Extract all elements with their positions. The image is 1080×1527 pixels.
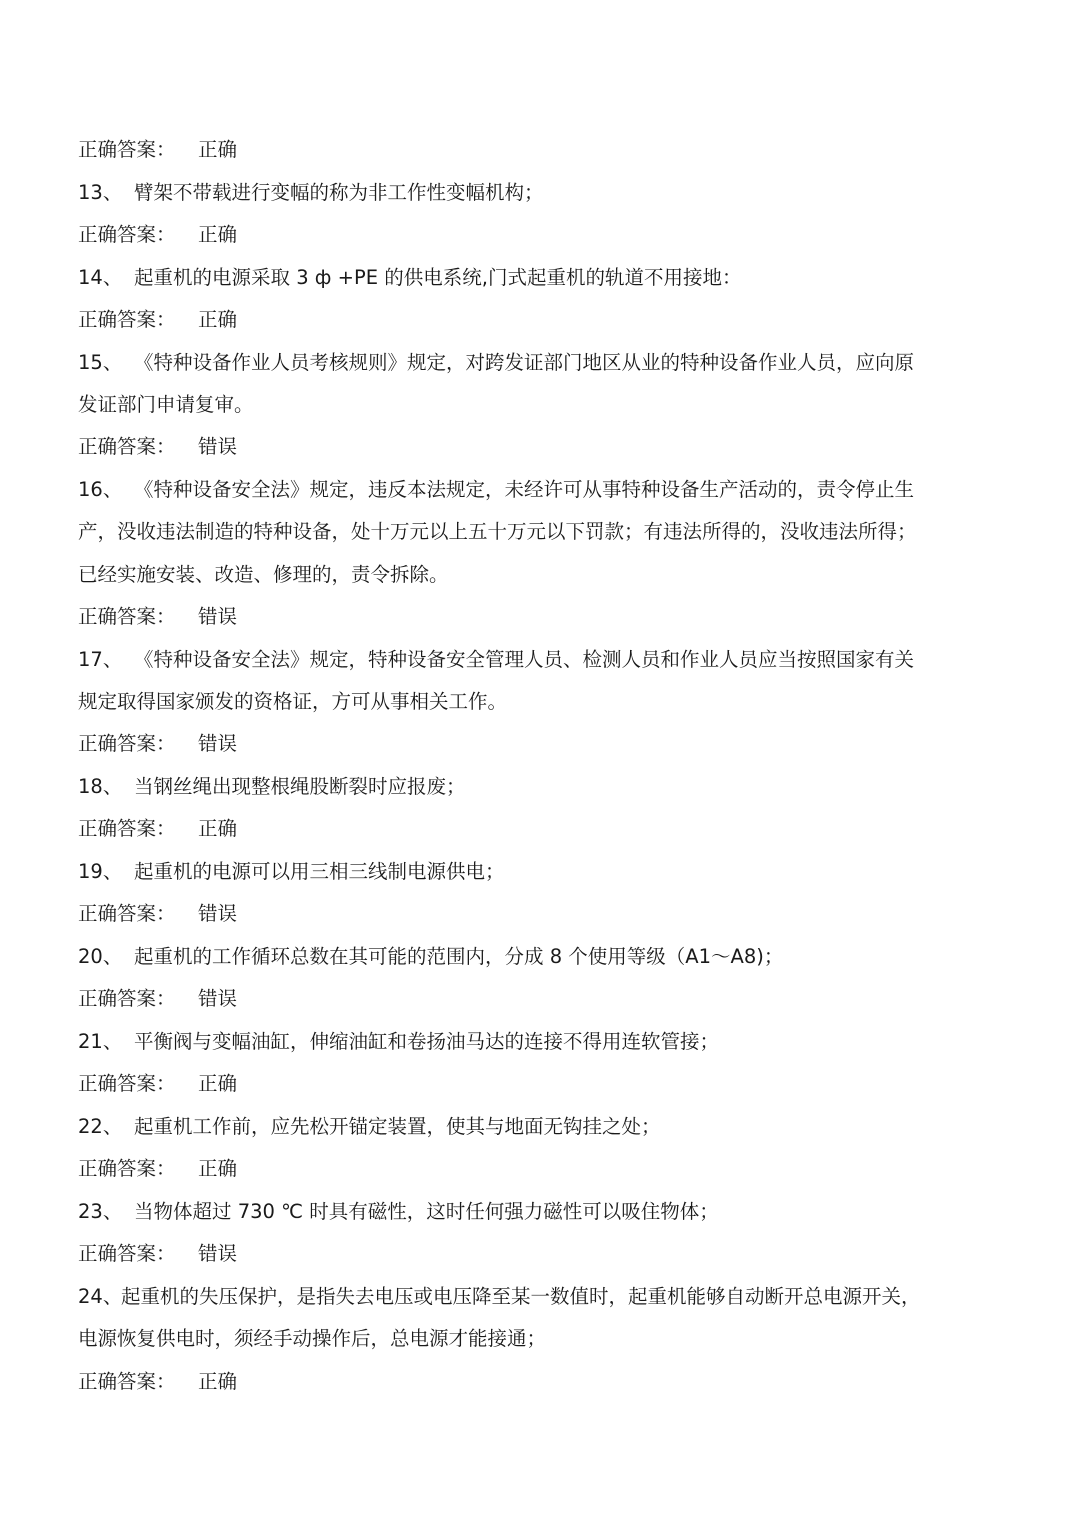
question-number: 22、	[78, 1115, 123, 1138]
answer-line	[78, 1157, 1008, 1181]
question-continuation: 发证部门申请复审。	[78, 393, 254, 416]
answer-label: 正确答案：	[78, 817, 176, 840]
question-line	[78, 1115, 1008, 1139]
answer-label: 正确答案：	[78, 308, 176, 331]
answer-line	[78, 1370, 1008, 1394]
question-number: 24、	[78, 1285, 123, 1308]
question-continuation: 电源恢复供电时，须经手动操作后，总电源才能接通；	[78, 1327, 547, 1350]
answer-line	[78, 732, 1008, 756]
answer-value: 错误	[198, 902, 238, 925]
answer-label: 正确答案：	[78, 732, 176, 755]
question-line	[78, 945, 1008, 969]
question-number: 18、	[78, 775, 123, 798]
question-number: 13、	[78, 181, 123, 204]
question-text: 起重机的失压保护，是指失去电压或电压降至某一数值时，起重机能够自动断开总电源开关，	[121, 1285, 921, 1308]
question-text: 起重机的电源可以用三相三线制电源供电；	[134, 860, 505, 883]
answer-line	[78, 435, 1008, 459]
question-number: 20、	[78, 945, 123, 968]
answer-label: 正确答案：	[78, 605, 176, 628]
question-line	[78, 351, 1008, 375]
question-line	[78, 1285, 1008, 1309]
question-continuation: 产，没收违法制造的特种设备，处十万元以上五十万元以下罚款；有违法所得的，没收违法所得；	[78, 520, 917, 543]
answer-label: 正确答案：	[78, 902, 176, 925]
question-number: 21、	[78, 1030, 123, 1053]
question-line	[78, 266, 1008, 290]
answer-line	[78, 605, 1008, 629]
question-text: 臂架不带载进行变幅的称为非工作性变幅机构；	[134, 181, 544, 204]
answer-value: 正确	[198, 223, 238, 246]
answer-line	[78, 902, 1008, 926]
question-line	[78, 860, 1008, 884]
answer-line	[78, 817, 1008, 841]
question-number: 17、	[78, 648, 123, 671]
question-line	[78, 1200, 1008, 1224]
answer-line	[78, 223, 1008, 247]
question-number: 15、	[78, 351, 123, 374]
answer-line	[78, 987, 1008, 1011]
answer-value: 正确	[198, 1370, 238, 1393]
question-text: 起重机的工作循环总数在其可能的范围内，分成 8 个使用等级（A1～A8)；	[134, 945, 784, 968]
answer-value: 错误	[198, 732, 238, 755]
question-line	[78, 1030, 1008, 1054]
answer-label: 正确答案：	[78, 1072, 176, 1095]
answer-label: 正确答案：	[78, 987, 176, 1010]
answer-label: 正确答案：	[78, 1157, 176, 1180]
answer-label: 正确答案：	[78, 435, 176, 458]
question-number: 16、	[78, 478, 123, 501]
question-line	[78, 478, 1008, 502]
question-number: 14、	[78, 266, 123, 289]
question-text: 当钢丝绳出现整根绳股断裂时应报废；	[134, 775, 466, 798]
answer-value: 正确	[198, 817, 238, 840]
answer-label: 正确答案：	[78, 1370, 176, 1393]
answer-line	[78, 1072, 1008, 1096]
question-continuation: 规定取得国家颁发的资格证，方可从事相关工作。	[78, 690, 508, 713]
question-number: 23、	[78, 1200, 123, 1223]
answer-line	[78, 1242, 1008, 1266]
question-number: 19、	[78, 860, 123, 883]
answer-value: 正确	[198, 1072, 238, 1095]
question-line	[78, 775, 1008, 799]
question-text: 《特种设备作业人员考核规则》规定，对跨发证部门地区从业的特种设备作业人员，应向原	[134, 351, 915, 374]
question-text: 平衡阀与变幅油缸，伸缩油缸和卷扬油马达的连接不得用连软管接；	[134, 1030, 720, 1053]
answer-label: 正确答案：	[78, 223, 176, 246]
answer-value: 正确	[198, 138, 238, 161]
answer-value: 错误	[198, 605, 238, 628]
question-text: 起重机工作前，应先松开锚定装置，使其与地面无钩挂之处；	[134, 1115, 661, 1138]
question-text: 当物体超过 730 ℃ 时具有磁性，这时任何强力磁性可以吸住物体；	[134, 1200, 719, 1223]
question-line	[78, 648, 1008, 672]
answer-value: 错误	[198, 1242, 238, 1265]
answer-value: 错误	[198, 987, 238, 1010]
answer-line	[78, 308, 1008, 332]
question-line	[78, 181, 1008, 205]
answer-value: 正确	[198, 1157, 238, 1180]
question-text: 《特种设备安全法》规定，违反本法规定，未经许可从事特种设备生产活动的，责令停止生	[134, 478, 915, 501]
answer-value: 错误	[198, 435, 238, 458]
answer-label: 正确答案：	[78, 1242, 176, 1265]
answer-line	[78, 138, 1008, 162]
answer-label: 正确答案：	[78, 138, 176, 161]
question-text: 《特种设备安全法》规定，特种设备安全管理人员、检测人员和作业人员应当按照国家有关	[134, 648, 915, 671]
answer-value: 正确	[198, 308, 238, 331]
question-text: 起重机的电源采取 3 ф +PE 的供电系统,门式起重机的轨道不用接地：	[134, 266, 742, 289]
question-continuation: 已经实施安装、改造、修理的，责令拆除。	[78, 563, 449, 586]
